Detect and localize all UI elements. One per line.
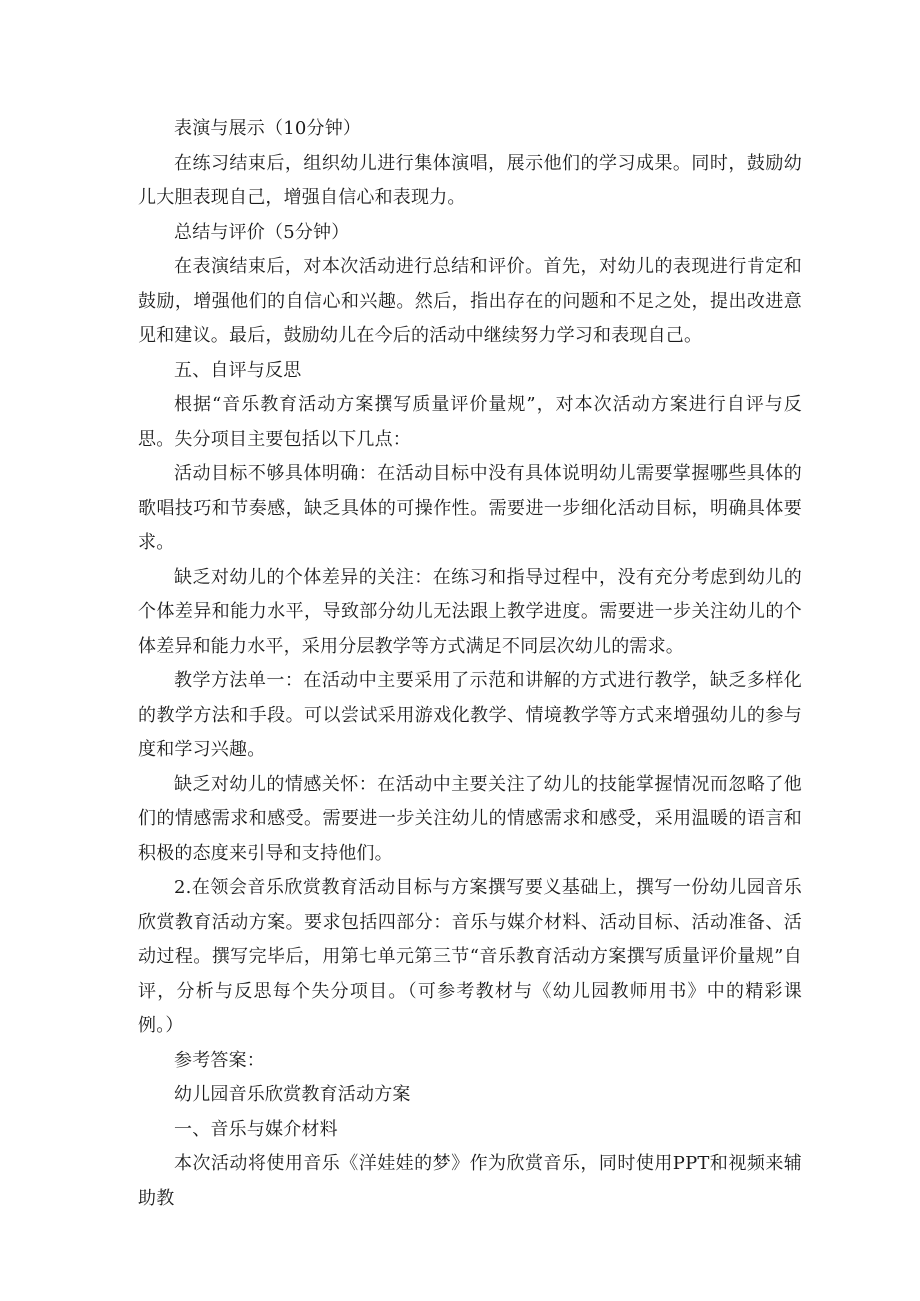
document-body (138, 112, 802, 1216)
plan-title: 幼儿园音乐欣赏教育活动方案 (174, 1084, 411, 1105)
paragraph-individual-difference-issue: 缺乏对幼儿的个体差异的关注：在练习和指导过程中，没有充分考虑到幼儿的个体差异和能力水平，导致部分幼儿无法跟上教学进度。需要进一步关注幼儿的个体差异和能力水平，采用分层教学等方式满足不同层次幼儿的需求。 (138, 566, 802, 657)
paragraph-emotional-care-issue: 缺乏对幼儿的情感关怀：在活动中主要关注了幼儿的技能掌握情况而忽略了他们的情感需求和感受。需要进一步关注幼儿的情感需求和感受，采用温暖的语言和积极的态度来引导和支持他们。 (138, 773, 802, 864)
section-heading-performance: 表演与展示（10分钟） (174, 118, 362, 139)
paragraph-goal-issue: 活动目标不够具体明确：在活动目标中没有具体说明幼儿需要掌握哪些具体的歌唱技巧和节奏感，缺乏具体的可操作性。需要进一步细化活动目标，明确具体要求。 (138, 463, 802, 553)
section-heading-summary: 总结与评价（5分钟） (174, 221, 350, 243)
paragraph-teaching-method-issue: 教学方法单一：在活动中主要采用了示范和讲解的方式进行教学，缺乏多样化的教学方法和手段。可以尝试采用游戏化教学、情境教学等方式来增强幼儿的参与度和学习兴趣。 (138, 670, 802, 760)
paragraph-self-evaluation-intro: 根据“音乐教育活动方案撰写质量评价量规”，对本次活动方案进行自评与反思。失分项目主要包括以下几点： (138, 394, 802, 450)
paragraph-music-media: 本次活动将使用音乐《洋娃娃的梦》作为欣赏音乐，同时使用PPT和视频来辅助教 (138, 1153, 802, 1209)
section-heading-music-media: 一、音乐与媒介材料 (174, 1118, 338, 1140)
answer-label: 参考答案： (174, 1049, 265, 1071)
paragraph-performance: 在练习结束后，组织幼儿进行集体演唱，展示他们的学习成果。同时，鼓励幼儿大胆表现自己，增强自信心和表现力。 (138, 152, 802, 208)
paragraph-summary: 在表演结束后，对本次活动进行总结和评价。首先，对幼儿的表现进行肯定和鼓励，增强他们的自信心和兴趣。然后，指出存在的问题和不足之处，提出改进意见和建议。最后，鼓励幼儿在今后的活动中继续努力学习和表现自己。 (138, 256, 802, 346)
paragraph-task-two: 2.在领会音乐欣赏教育活动目标与方案撰写要义基础上，撰写一份幼儿园音乐欣赏教育活动方案。要求包括四部分：音乐与媒介材料、活动目标、活动准备、活动过程。撰写完毕后，用第七单元第三节“音乐教育活动方案撰写质量评价量规”自评，分析与反思每个失分项目。（可参考教材与《幼儿园教师用书》中的精彩课例。） (138, 877, 802, 1036)
section-heading-self-evaluation: 五、自评与反思 (174, 359, 302, 381)
